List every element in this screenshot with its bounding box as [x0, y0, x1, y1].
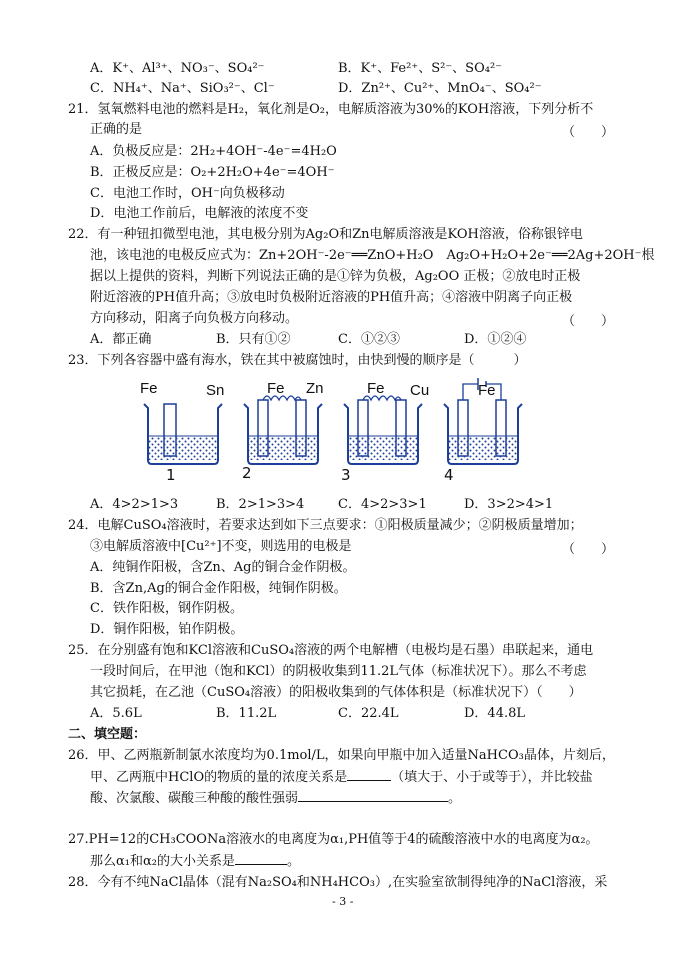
q21-option-a: A．负极反应是：2H₂+4OH⁻-4e⁻=4H₂O: [90, 144, 337, 159]
q27-blank[interactable]: [235, 852, 287, 865]
section-heading-fill-in: 二、填空题：: [68, 727, 147, 742]
q25-option-b: B．11.2L: [216, 706, 277, 721]
beaker-1-number: 1: [166, 466, 176, 484]
beaker-2-right-label: Fe: [267, 380, 285, 397]
q26-stem-line1: 26．甲、乙两瓶新制氯水浓度均为0.1mol/L，如果向甲瓶中加入适量NaHCO₃晶体，片刻后，: [68, 748, 615, 763]
beaker-2: [244, 396, 322, 464]
q21-stem-line1: 21．氢氧燃料电池的燃料是H₂，氧化剂是O₂，电解质溶液为30%的KOH溶液，下列分析不: [68, 102, 594, 117]
q23-option-c: C．4>2>3>1: [338, 497, 427, 512]
q27-line2-text-a: 那么α₁和α₂的大小关系是: [90, 854, 235, 869]
beaker-4-number: 4: [444, 466, 454, 484]
q20-option-a: A．K⁺、Al³⁺、NO₃⁻、SO₄²⁻: [90, 61, 265, 76]
q22-stem-line1: 22．有一种钮扣微型电池，其电极分别为Ag₂O和Zn电解质溶液是KOH溶液，俗称银锌电: [68, 227, 583, 242]
q26-line2-text-a: 甲、乙两瓶中HClO的物质的量的浓度关系是: [90, 770, 348, 785]
q26-line3-text-a: 酸、次氯酸、碳酸三种酸的酸性强弱: [90, 791, 299, 806]
q25-stem-line1: 25．在分别盛有饱和KCl溶液和CuSO₄溶液的两个电解槽（电极均是石墨）串联起来，通电: [68, 643, 594, 658]
q23-stem: 23．下列各容器中盛有海水，铁在其中被腐蚀时，由快到慢的顺序是（ ）: [68, 353, 527, 368]
q23-option-b: B．2>1>3>4: [216, 497, 305, 512]
q22-option-c: C．①②③: [338, 332, 400, 347]
page-number: - 3 -: [332, 895, 354, 908]
q23-option-d: D．3>2>4>1: [464, 497, 554, 512]
q20-option-d: D．Zn²⁺、Cu²⁺、MnO₄⁻、SO₄²⁻: [338, 81, 542, 96]
q24-answer-paren: （ ）: [562, 542, 615, 557]
q22-stem-line3: 据以上提供的资料，判断下列说法正确的是①锌为负极，Ag₂OO 正极；②放电时正极: [90, 269, 581, 284]
q25-option-c: C．22.4L: [338, 706, 399, 721]
q22-option-b: B．只有①②: [216, 332, 291, 347]
q22-option-a: A．都正确: [90, 332, 152, 347]
q25-stem-line3: 其它损耗，在乙池（CuSO₄溶液）的阳极收集到的气体体积是（标准状况下）（ ）: [90, 685, 582, 700]
q24-option-d: D．铜作阳极，铂作阴极。: [90, 622, 244, 637]
beaker-3-right-label: Fe: [367, 380, 385, 397]
q21-stem-line2: 正确的是: [90, 122, 143, 137]
beaker-4-left-label: Cu: [410, 382, 430, 399]
q25-option-d: D．44.8L: [464, 706, 526, 721]
q22-option-d: D．①②④: [464, 332, 527, 347]
q24-stem-line1: 24．电解CuSO₄溶液时，若要求达到如下三点要求：①阳极质量减少；②阴极质量增加；: [68, 518, 583, 533]
q26-stem-line2: [90, 768, 593, 787]
q21-answer-paren: （ ）: [562, 125, 615, 140]
q20-option-c: C．NH₄⁺、Na⁺、SiO₃²⁻、Cl⁻: [90, 81, 275, 96]
q21-option-b: B．正极反应是：O₂+2H₂O+4e⁻=4OH⁻: [90, 165, 335, 180]
q23-option-a: A．4>2>1>3: [90, 497, 179, 512]
q20-option-b: B．K⁺、Fe²⁺、S²⁻、SO₄²⁻: [338, 61, 503, 76]
q26-line3-text-b: 。: [448, 791, 462, 806]
q22-stem-line2: 池，该电池的电极反应式为：Zn+2OH⁻-2e⁻══ZnO+H₂O Ag₂O+H₂O+2e⁻══2Ag+2OH⁻根: [90, 248, 655, 263]
q22-stem-line5: 方向移动，阳离子向负极方向移动。: [90, 311, 299, 326]
beaker-1-left-label: Fe: [140, 380, 158, 397]
q22-answer-paren: （ ）: [562, 314, 615, 329]
beaker-1: [144, 404, 222, 464]
q24-option-c: C．铁作阳极，钢作阴极。: [90, 601, 243, 616]
q25-stem-line2: 一段时间后，在甲池（饱和KCl）的阴极收集到11.2L气体（标准状况下）。那么不考虑: [90, 664, 587, 679]
q26-blank-1[interactable]: [347, 768, 391, 781]
q27-stem-line2: [90, 852, 300, 871]
q24-option-a: A．纯铜作阳极，含Zn、Ag的铜合金作阴极。: [90, 560, 356, 575]
q27-line2-text-b: 。: [286, 854, 300, 869]
q24-option-b: B．含Zn,Ag的铜合金作阳极，纯铜作阴极。: [90, 581, 347, 596]
beaker-4-right-label: Fe: [478, 382, 496, 399]
q26-stem-line3: [90, 789, 461, 808]
q21-option-c: C．电池工作时，OH⁻向负极移动: [90, 186, 285, 201]
q24-stem-line2: ③电解质溶液中[Cu²⁺]不变，则选用的电极是: [90, 539, 352, 554]
beaker-3-left-label: Zn: [306, 380, 324, 397]
q27-stem-line1: 27.PH=12的CH₃COONa溶液水的电离度为α₁,PH值等于4的硫酸溶液中水的电离度为α₂。: [68, 832, 599, 847]
q22-stem-line4: 附近溶液的PH值升高；③放电时负极附近溶液的PH值升高；④溶液中阴离子向正极: [90, 290, 573, 305]
beaker-2-number: 2: [242, 464, 252, 482]
q26-blank-2[interactable]: [298, 789, 448, 802]
beaker-3: [344, 396, 422, 464]
q25-option-a: A．5.6L: [90, 706, 142, 721]
beaker-3-number: 3: [341, 466, 351, 484]
q26-line2-text-b: （填大于、小于或等于），并比较盐: [391, 770, 593, 785]
q28-stem-line1: 28．今有不纯NaCl晶体（混有Na₂SO₄和NH₄HCO₃）,在实验室欲制得纯净的NaCl溶液，采: [68, 875, 608, 890]
q21-option-d: D．电池工作前后，电解液的浓度不变: [90, 206, 309, 221]
beaker-2-left-label: Sn: [206, 382, 225, 399]
corrosion-beakers-figure: [130, 374, 530, 490]
